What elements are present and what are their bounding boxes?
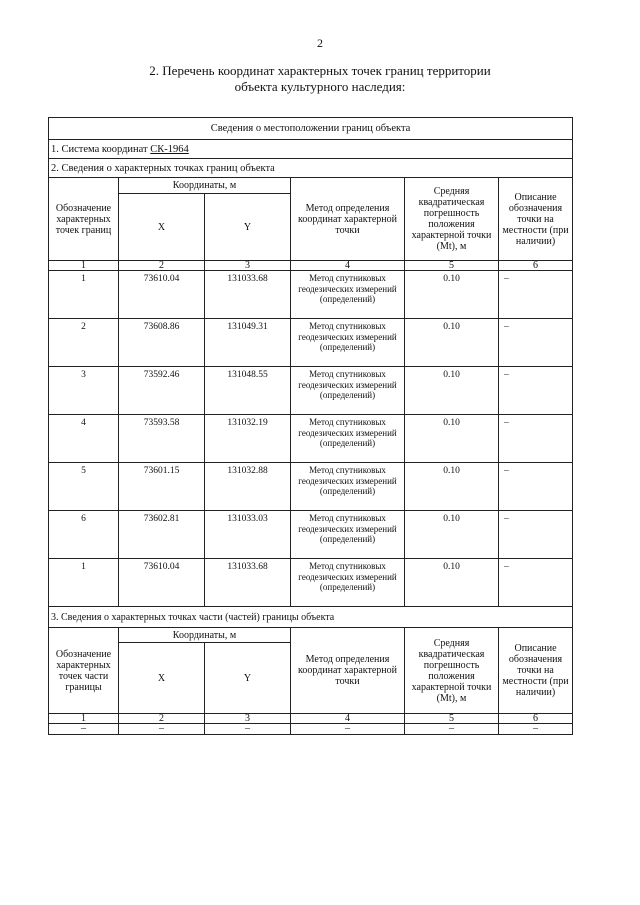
header-designation: Обозначение характерных точек границ (49, 178, 119, 261)
page-title-line-1: 2. Перечень координат характерных точек границ территории (149, 63, 491, 78)
header-description: Описание обозначения точки на местности (при наличии) (499, 628, 573, 714)
error-cell: 0.10 (405, 367, 499, 415)
column-number: 3 (205, 261, 291, 271)
point-number: 1 (49, 271, 119, 319)
x-coordinate: 73601.15 (119, 463, 205, 511)
description-cell: – (499, 415, 573, 463)
x-coordinate: 73593.58 (119, 415, 205, 463)
table-row (49, 724, 573, 735)
header-error: Средняя квадратическая погрешность положения характерной точки (Mt), м (405, 628, 499, 714)
x-coordinate: 73608.86 (119, 319, 205, 367)
header-designation-part: Обозначение характерных точек части границы (49, 628, 119, 714)
header-description: Описание обозначения точки на местности (при наличии) (499, 178, 573, 261)
error-cell: 0.10 (405, 319, 499, 367)
table-row (49, 511, 573, 559)
y-coordinate: 131048.55 (205, 367, 291, 415)
error-cell: 0.10 (405, 271, 499, 319)
column-number: 3 (205, 714, 291, 724)
page-title (60, 63, 580, 95)
page-title-line-2: объекта культурного наследия: (234, 79, 406, 94)
section-3-title: 3. Сведения о характерных точках части (частей) границы объекта (49, 607, 573, 628)
column-number: 2 (119, 261, 205, 271)
column-number: 1 (49, 261, 119, 271)
column-number: 4 (291, 261, 405, 271)
column-number: 4 (291, 714, 405, 724)
y-coordinate: 131049.31 (205, 319, 291, 367)
boundary-coordinates-table (48, 117, 573, 735)
coordinate-system-label: 1. Система координат (51, 143, 148, 155)
point-number: 2 (49, 319, 119, 367)
description-cell: – (499, 463, 573, 511)
method-cell: Метод спутниковых геодезических измерений (определений) (291, 415, 405, 463)
header-coordinates: Координаты, м (119, 178, 291, 194)
header-y: Y (205, 194, 291, 261)
coordinate-system-value: СК-1964 (150, 143, 189, 155)
column-number: 5 (405, 714, 499, 724)
coordinate-system-row (49, 140, 573, 159)
y-coordinate: 131033.68 (205, 271, 291, 319)
point-number: 5 (49, 463, 119, 511)
table-row (49, 367, 573, 415)
table-row (49, 271, 573, 319)
header-coordinates: Координаты, м (119, 628, 291, 643)
point-number: 4 (49, 415, 119, 463)
column-number: 6 (499, 261, 573, 271)
column-number: 2 (119, 714, 205, 724)
header-error: Средняя квадратическая погрешность положения характерной точки (Mt), м (405, 178, 499, 261)
method-cell: Метод спутниковых геодезических измерений (определений) (291, 271, 405, 319)
table-title: Сведения о местоположении границ объекта (49, 118, 573, 140)
empty-cell: – (291, 724, 405, 735)
y-coordinate: 131032.88 (205, 463, 291, 511)
method-cell: Метод спутниковых геодезических измерений (определений) (291, 319, 405, 367)
error-cell: 0.10 (405, 511, 499, 559)
section-2-title: 2. Сведения о характерных точках границ объекта (49, 159, 573, 178)
error-cell: 0.10 (405, 415, 499, 463)
empty-cell: – (119, 724, 205, 735)
error-cell: 0.10 (405, 463, 499, 511)
y-coordinate: 131033.68 (205, 559, 291, 607)
y-coordinate: 131032.19 (205, 415, 291, 463)
header-method: Метод определения координат характерной точки (291, 628, 405, 714)
column-number: 1 (49, 714, 119, 724)
y-coordinate: 131033.03 (205, 511, 291, 559)
method-cell: Метод спутниковых геодезических измерений (определений) (291, 511, 405, 559)
empty-cell: – (499, 724, 573, 735)
header-x: X (119, 194, 205, 261)
x-coordinate: 73592.46 (119, 367, 205, 415)
x-coordinate: 73610.04 (119, 559, 205, 607)
header-y: Y (205, 643, 291, 714)
error-cell: 0.10 (405, 559, 499, 607)
point-number: 6 (49, 511, 119, 559)
empty-cell: – (405, 724, 499, 735)
description-cell: – (499, 271, 573, 319)
header-x: X (119, 643, 205, 714)
method-cell: Метод спутниковых геодезических измерений (определений) (291, 463, 405, 511)
page-number: 2 (317, 36, 323, 50)
description-cell: – (499, 511, 573, 559)
empty-cell: – (205, 724, 291, 735)
header-method: Метод определения координат характерной точки (291, 178, 405, 261)
method-cell: Метод спутниковых геодезических измерений (определений) (291, 559, 405, 607)
x-coordinate: 73602.81 (119, 511, 205, 559)
description-cell: – (499, 319, 573, 367)
empty-cell: – (49, 724, 119, 735)
description-cell: – (499, 559, 573, 607)
table-row (49, 319, 573, 367)
point-number: 3 (49, 367, 119, 415)
table-row (49, 415, 573, 463)
point-number: 1 (49, 559, 119, 607)
table-row (49, 559, 573, 607)
description-cell: – (499, 367, 573, 415)
column-number: 5 (405, 261, 499, 271)
method-cell: Метод спутниковых геодезических измерений (определений) (291, 367, 405, 415)
column-number: 6 (499, 714, 573, 724)
x-coordinate: 73610.04 (119, 271, 205, 319)
table-row (49, 463, 573, 511)
